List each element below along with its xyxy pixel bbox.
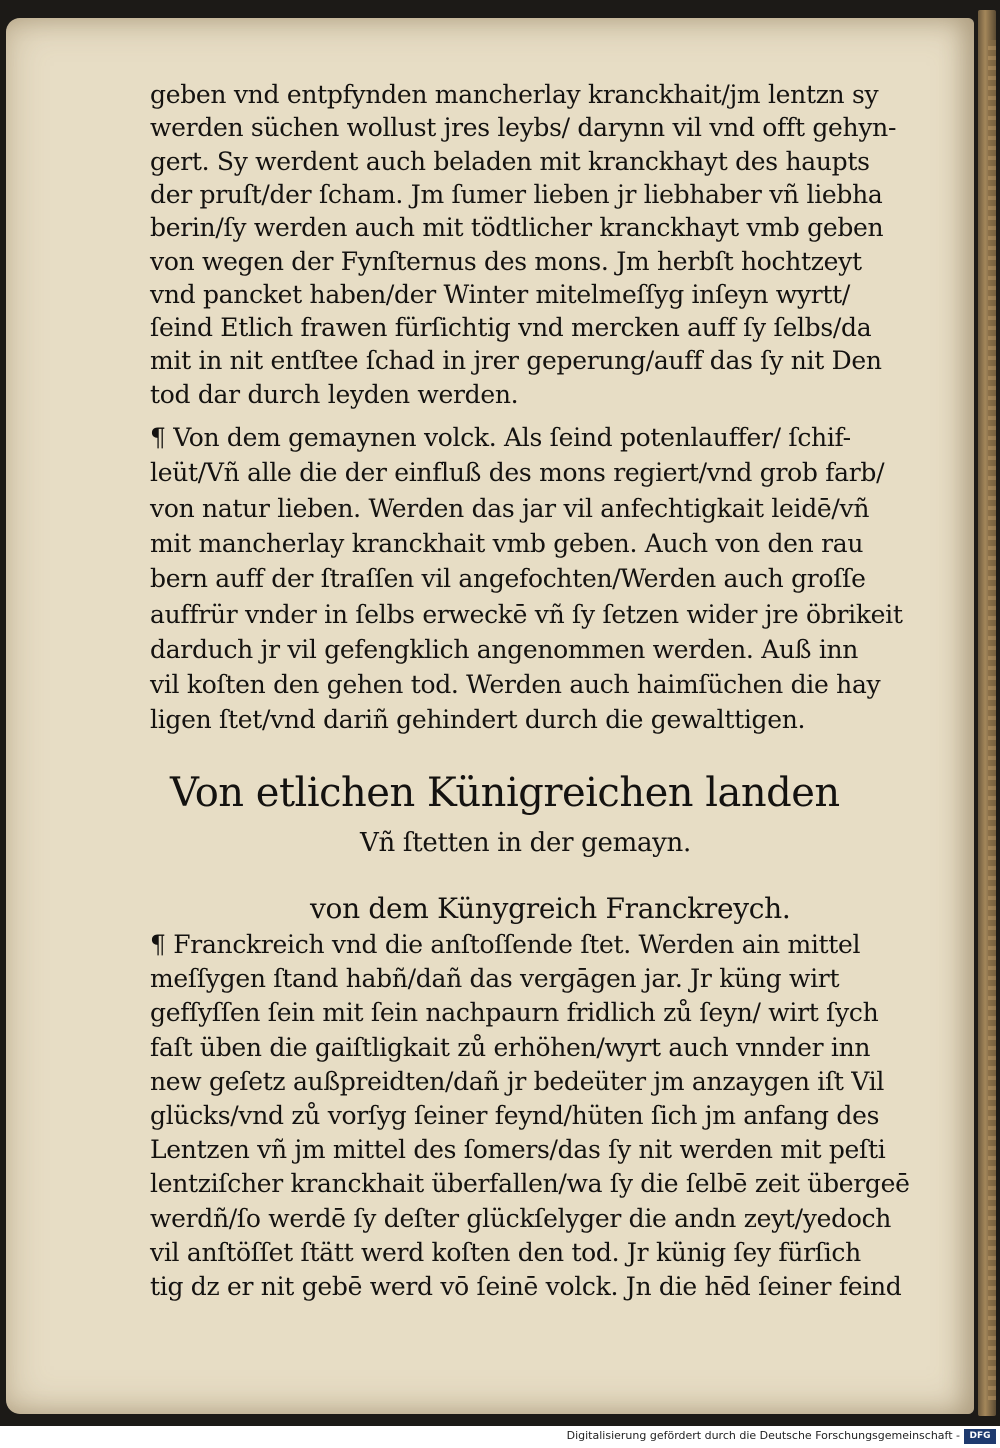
text-line: tig dz er nit gebē werd vō ſeinē volck. Jn die hēd ſeiner feind (150, 1272, 902, 1301)
text-line: der pruſt/der ſcham. Jm ſumer lieben jr liebhaber vñ liebha (150, 179, 883, 209)
text-line: darduch jr vil gefengklich angenommen werden. Auß inn (150, 634, 859, 664)
text-line: lentziſcher kranckhait überfallen/wa ſy die ſelbē zeit übergeē (150, 1169, 910, 1199)
dfg-logo: DFG (964, 1429, 996, 1444)
text-line: tod dar durch leyden werden. (150, 379, 519, 409)
text-line: berin/ſy werden auch mit tödtlicher kranckhayt vmb geben (150, 213, 884, 243)
text-line: bern auff der ſtraſſen vil angefochten/Werden auch groſſe (150, 564, 866, 594)
chapter-subheading: Vñ ſtetten in der gemayn. (360, 828, 691, 858)
text-line: vil anſtöſſet ſtätt werd koſten den tod. Jr künig ſey fürſich (150, 1237, 861, 1267)
text-line: glücks/vnd zů vorſyg ſeiner feynd/hüten ſich jm anfang des (150, 1101, 880, 1130)
text-line: vnd pancket haben/der Winter mitelmeſſyg inſeyn wyrtt/ (150, 279, 850, 309)
chapter-heading: Von etlichen Künigreichen landen (170, 770, 840, 816)
text-line: ¶ Franckreich vnd die anſtoſſende ſtet. Werden ain mittel (150, 930, 861, 959)
text-line: werdñ/ſo werdē ſy deſter glückſelyger die andn zeyt/yedoch (150, 1203, 892, 1233)
text-line: geben vnd entpfynden mancherlay kranckhait/jm lentzn sy (150, 80, 879, 109)
text-line: Lentzen vñ jm mittel des ſomers/das ſy nit werden mit peſti (150, 1135, 886, 1165)
text-line: werden süchen wollust jres leybs/ darynn vil vnd offt gehyn- (150, 113, 897, 143)
page-stack-edge (988, 40, 996, 1400)
text-line: ſeind Etlich frawen fürſichtig vnd mercken auff ſy ſelbs/da (150, 313, 872, 343)
digitization-credit: Digitalisierung gefördert durch die Deutsche Forschungsgemeinschaft - (566, 1429, 960, 1442)
text-line: auffrür vnder in ſelbs erweckē vñ ſy ſetzen wider jre öbrikeit (150, 599, 903, 629)
text-line: vil koſten den gehen tod. Werden auch haimſüchen die hay (150, 670, 881, 700)
text-line: gefſyſſen ſein mit ſein nachpaurn fridlich zů ſeyn/ wirt ſych (150, 998, 879, 1028)
text-line: mit mancherlay kranckhait vmb geben. Auch von den rau (150, 528, 864, 558)
text-line: von wegen der Fynſternus des mons. Jm herbſt hochtzeyt (150, 246, 862, 276)
text-line: gert. Sy werdent auch beladen mit kranckhayt des haupts (150, 146, 870, 176)
text-line: mit in nit entſtee ſchad in jrer geperung/auff das ſy nit Den (150, 346, 882, 376)
text-line: faſt üben die gaiſtligkait zů erhöhen/wyrt auch vnnder inn (150, 1032, 871, 1062)
text-line: new geſetz außpreidten/dañ jr bedeüter jm anzaygen iſt Vil (150, 1066, 885, 1096)
text-line: von natur lieben. Werden das jar vil anfechtigkait leidē/vñ (150, 493, 870, 523)
text-line: ligen ſtet/vnd dariñ gehindert durch die gewalttigen. (150, 705, 806, 735)
text-line: meſſygen ſtand habñ/dañ das vergāgen jar. Jr küng wirt (150, 964, 840, 994)
text-line: leüt/Vñ alle die der einfluß des mons regiert/vnd grob farb/ (150, 458, 885, 488)
section-heading: von dem Künygreich Franckreych. (310, 892, 791, 925)
text-line: ¶ Von dem gemaynen volck. Als ſeind potenlauffer/ ſchif- (150, 423, 851, 452)
footer-bar (0, 1426, 1000, 1448)
